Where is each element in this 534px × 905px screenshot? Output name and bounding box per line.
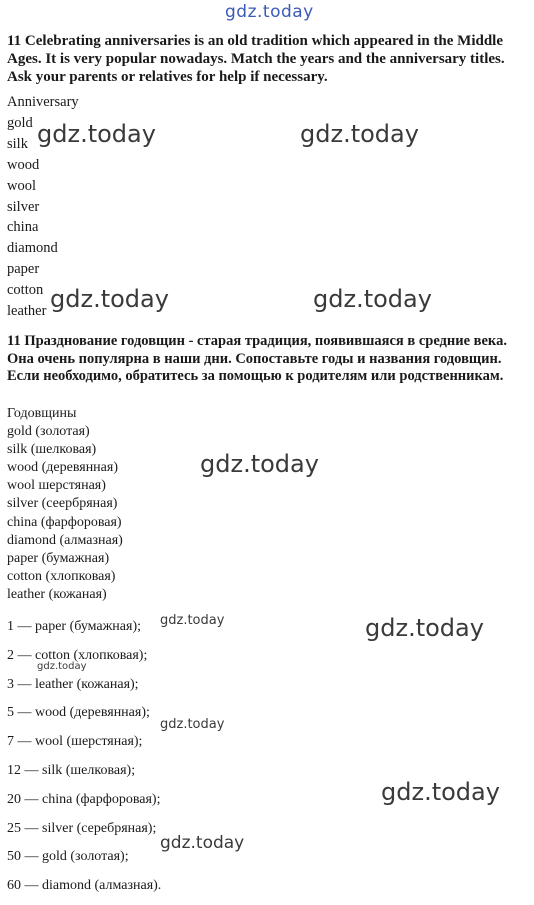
watermark: gdz.today: [37, 120, 156, 148]
exercise-heading-en: 11 Celebrating anniversaries is an old tradition which appeared in the Middle Ages. It is very popular nowadays. Match the years and the anniversary titles. Ask your parents or relatives for help if necessary.: [7, 33, 505, 85]
list-item: cotton (хлопковая): [7, 568, 116, 584]
list-item: china (фарфоровая): [7, 514, 122, 530]
answer-list: [7, 613, 161, 901]
watermark: gdz.today: [313, 285, 432, 313]
watermark-top: gdz.today: [225, 2, 314, 22]
watermark: gdz.today: [365, 614, 484, 642]
list-item: gold: [7, 114, 33, 131]
answer-item: 3 — leather (кожаная);: [7, 676, 139, 692]
answer-item: 20 — china (фарфоровая);: [7, 791, 161, 807]
list-title-ru: Годовщины: [7, 406, 77, 421]
answer-item: 1 — paper (бумажная);: [7, 619, 142, 634]
list-item: silk: [7, 135, 28, 152]
list-item: paper: [7, 261, 40, 278]
list-item: china: [7, 219, 39, 236]
watermark: gdz.today: [300, 120, 419, 148]
list-item: leather (кожаная): [7, 586, 107, 602]
list-item: silk (шелковая): [7, 442, 97, 458]
watermark: gdz.today: [381, 778, 500, 806]
list-item: wood: [7, 156, 40, 173]
list-item: paper (бумажная): [7, 550, 110, 566]
answer-item: 7 — wool (шерстяная);: [7, 734, 143, 750]
list-item: diamond (алмазная): [7, 532, 123, 548]
answer-item: 50 — gold (золотая);: [7, 849, 129, 865]
list-item: diamond: [7, 240, 58, 257]
watermark: gdz.today: [160, 613, 225, 628]
list-item: cotton: [7, 282, 44, 299]
list-title-en: Anniversary: [7, 94, 79, 110]
anniversary-list-ru: [7, 405, 123, 604]
watermark: gdz.today: [160, 833, 245, 853]
list-item: gold (золотая): [7, 424, 90, 440]
list-item: leather: [7, 303, 47, 320]
answer-item: 5 — wood (деревянная);: [7, 705, 150, 721]
answer-item: 60 — diamond (алмазная).: [7, 878, 162, 894]
list-item: wool шерстяная): [7, 478, 106, 494]
answer-item: 2 — cotton (хлопковая);: [7, 647, 148, 663]
watermark: gdz.today: [160, 717, 225, 732]
list-item: wood (деревянная): [7, 460, 118, 476]
list-item: wool: [7, 177, 36, 194]
watermark: gdz.today: [200, 450, 319, 478]
answer-item: 12 — silk (шелковая);: [7, 762, 136, 778]
list-item: silver: [7, 198, 40, 215]
watermark: gdz.today: [37, 661, 87, 672]
exercise-heading-ru: 11 Празднование годовщин - старая традиция, появившаяся в средние века. Она очень популярна в наши дни. Сопоставьте годы и названия годовщин. Если необходимо, обратитесь за помощью к родителям или родственникам.: [7, 333, 507, 384]
answer-item: 25 — silver (серебряная);: [7, 820, 157, 836]
watermark: gdz.today: [50, 285, 169, 313]
list-item: silver (сеербряная): [7, 496, 118, 512]
